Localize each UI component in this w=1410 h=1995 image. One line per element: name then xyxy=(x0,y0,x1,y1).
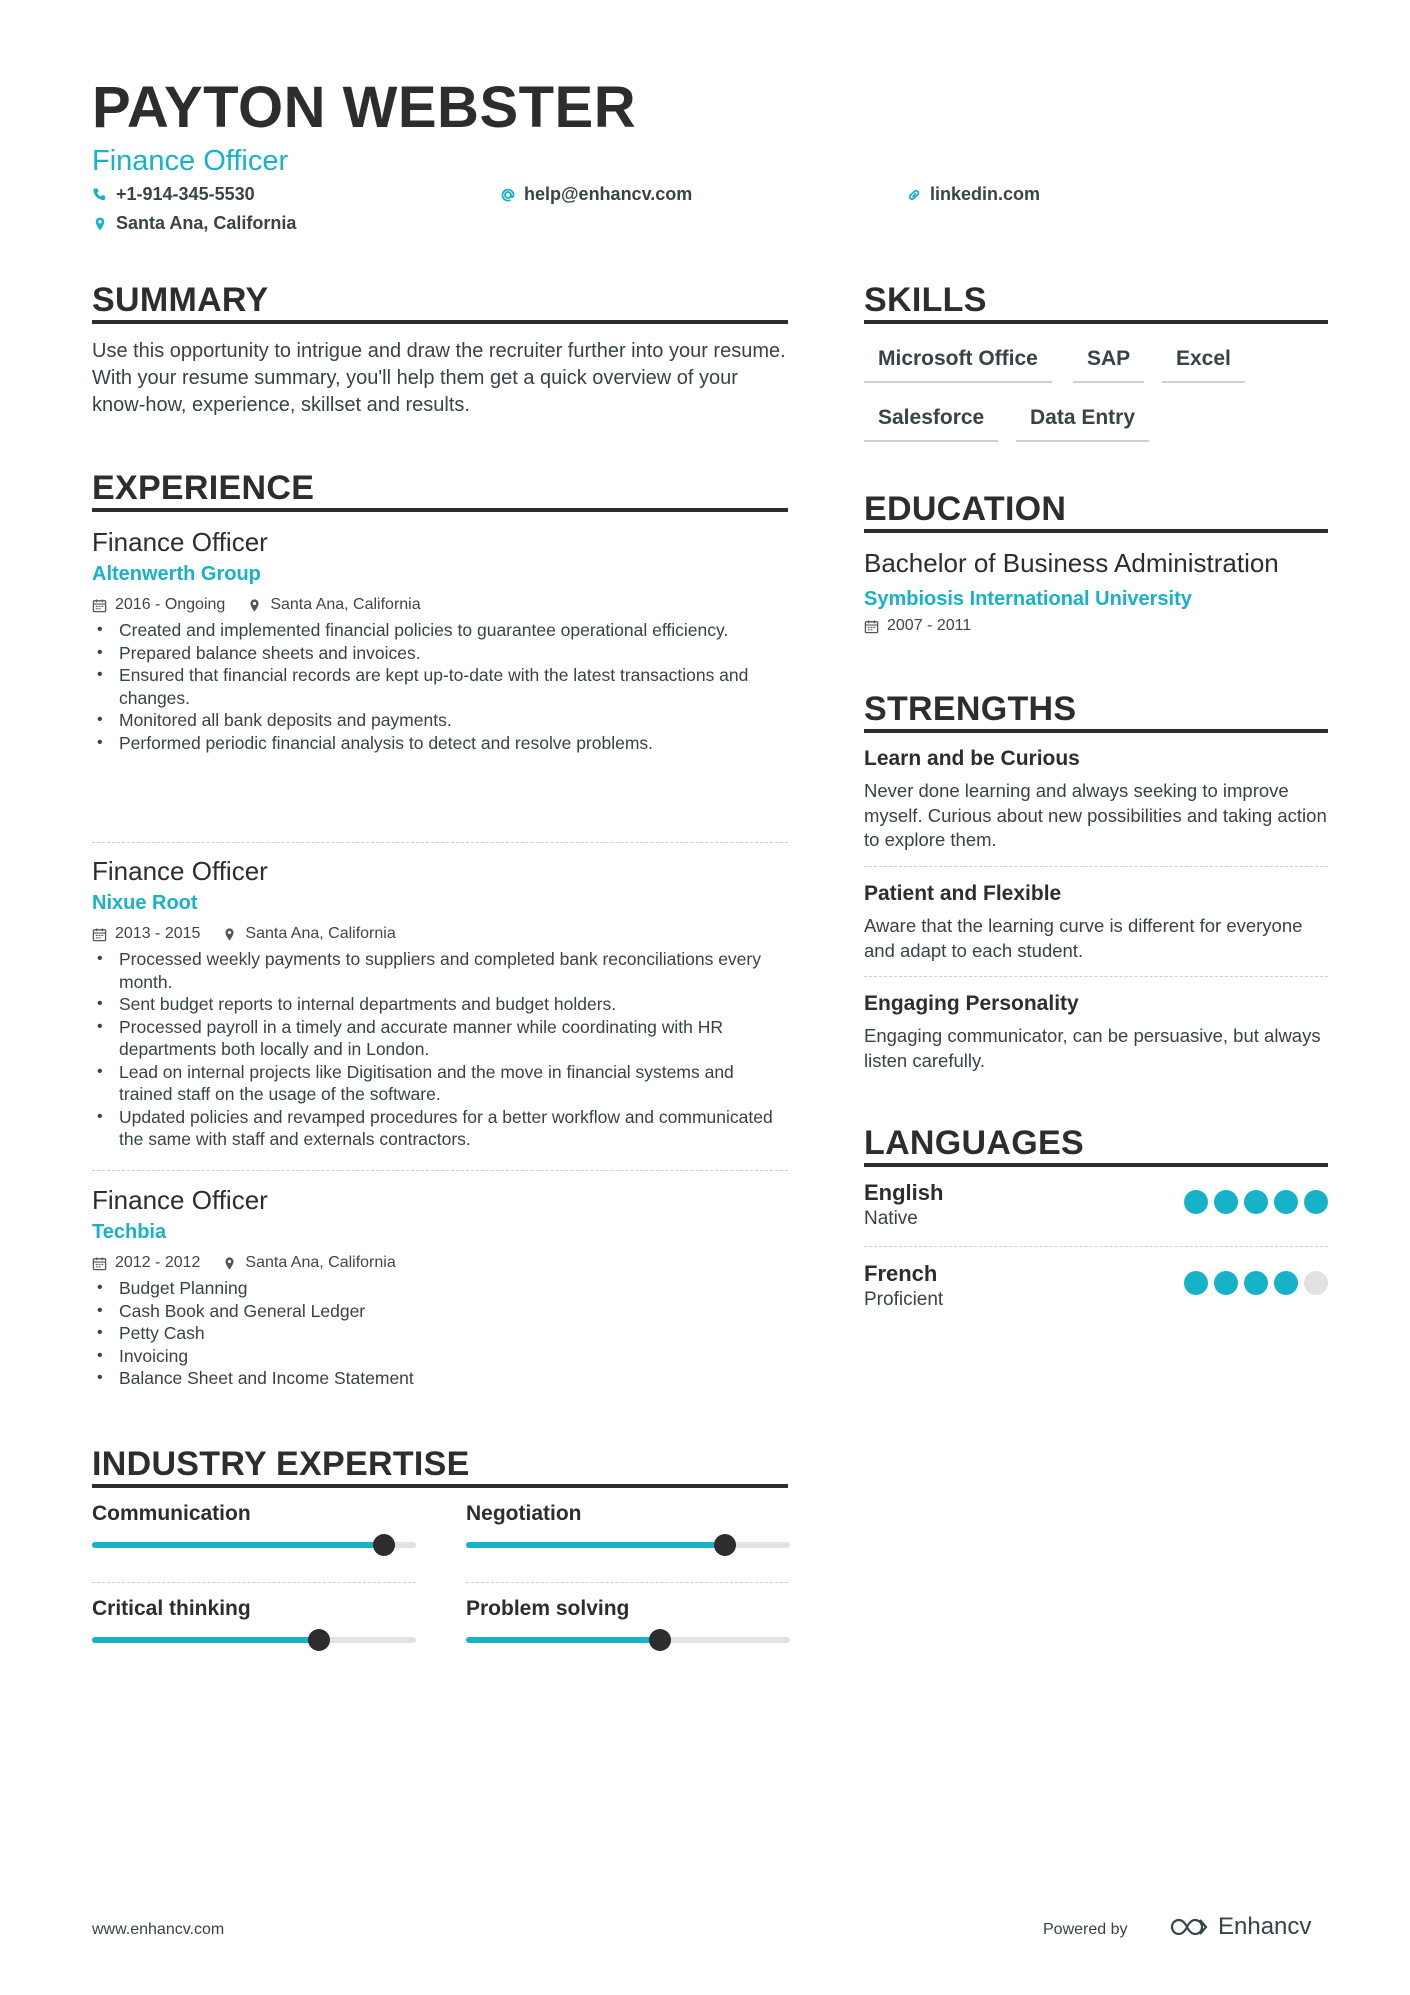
job-title: Finance Officer xyxy=(92,856,268,886)
language-divider xyxy=(864,1246,1328,1247)
expertise-divider xyxy=(466,1582,788,1583)
expertise-label: Problem solving xyxy=(466,1597,630,1620)
calendar-icon xyxy=(92,598,107,613)
language-level: Proficient xyxy=(864,1289,944,1310)
rating-dot-filled xyxy=(1184,1190,1208,1214)
footer-powered-by: Powered by xyxy=(1043,1921,1128,1938)
contact-linkedin[interactable] xyxy=(906,184,1040,205)
rating-dot-filled xyxy=(1274,1190,1298,1214)
language-item xyxy=(864,1261,1328,1311)
summary-heading: SUMMARY xyxy=(92,281,269,319)
rating-dot-filled xyxy=(1214,1271,1238,1295)
candidate-name: PAYTON WEBSTER xyxy=(92,75,637,140)
skills-heading: SKILLS xyxy=(864,281,987,319)
contact-location xyxy=(92,213,296,234)
rating-dot-filled xyxy=(1274,1271,1298,1295)
expertise-bar-fill xyxy=(92,1637,319,1643)
rating-dot-filled xyxy=(1214,1190,1238,1214)
list-item: • Balance Sheet and Income Statement xyxy=(92,1367,788,1390)
job-dates xyxy=(92,596,225,614)
email-text: help@enhancv.com xyxy=(524,184,693,204)
list-item: • Lead on internal projects like Digitisation and the move in financial systems and trained staff on the usage of the software. xyxy=(92,1061,788,1106)
list-item: • Processed payroll in a timely and accurate manner while coordinating with HR departments both locally and in London. xyxy=(92,1016,788,1061)
list-item: • Monitored all bank deposits and payments. xyxy=(92,709,788,732)
strengths-rule xyxy=(864,729,1328,733)
language-name: French xyxy=(864,1261,938,1286)
expertise-label: Negotiation xyxy=(466,1502,582,1525)
job-dates-text: 2013 - 2015 xyxy=(115,925,201,942)
list-item: • Updated policies and revamped procedures for a better workflow and communicated the same with staff and externals contractors. xyxy=(92,1106,788,1151)
rating-dot-filled xyxy=(1184,1271,1208,1295)
list-item: • Invoicing xyxy=(92,1345,788,1368)
phone-icon xyxy=(92,187,108,203)
location-text: Santa Ana, California xyxy=(116,213,297,233)
education-school[interactable]: Symbiosis International University xyxy=(864,588,1192,610)
calendar-icon xyxy=(864,619,879,634)
job-meta xyxy=(92,593,788,617)
skill-tag: Microsoft Office xyxy=(864,339,1052,383)
expertise-bar-knob xyxy=(373,1534,395,1556)
job-location-text: Santa Ana, California xyxy=(245,925,396,942)
job-meta xyxy=(92,1251,788,1275)
strength-item xyxy=(864,992,1328,1073)
strength-text: Engaging communicator, can be persuasive, but always listen carefully. xyxy=(864,1025,1321,1071)
education-dates-text: 2007 - 2011 xyxy=(887,617,972,634)
list-item: • Prepared balance sheets and invoices. xyxy=(92,642,788,665)
education-degree: Bachelor of Business Administration xyxy=(864,548,1279,578)
expertise-item xyxy=(466,1502,790,1548)
job-divider xyxy=(92,842,788,843)
job-title: Finance Officer xyxy=(92,1185,268,1215)
strength-item xyxy=(864,882,1328,963)
calendar-icon xyxy=(92,927,107,942)
footer-website[interactable]: www.enhancv.com xyxy=(92,1921,225,1938)
job-location xyxy=(247,596,420,614)
experience-heading: EXPERIENCE xyxy=(92,469,315,507)
education-rule xyxy=(864,529,1328,533)
education-dates xyxy=(864,617,971,635)
list-item: • Ensured that financial records are kept up-to-date with the latest transactions and changes. xyxy=(92,664,788,709)
list-item: • Performed periodic financial analysis to detect and resolve problems. xyxy=(92,732,788,755)
contact-phone[interactable] xyxy=(92,184,255,205)
job-bullets xyxy=(92,948,788,1151)
expertise-bar-knob xyxy=(714,1534,736,1556)
expertise-item xyxy=(466,1597,790,1643)
location-pin-icon xyxy=(222,1256,237,1271)
strength-divider xyxy=(864,976,1328,977)
list-item: • Budget Planning xyxy=(92,1277,788,1300)
rating-dot-filled xyxy=(1244,1271,1268,1295)
job-bullets xyxy=(92,619,788,754)
expertise-label: Critical thinking xyxy=(92,1597,251,1620)
job-location-text: Santa Ana, California xyxy=(245,1254,396,1271)
job-entry xyxy=(92,1185,788,1390)
strengths-heading: STRENGTHS xyxy=(864,690,1077,728)
languages-rule xyxy=(864,1163,1328,1167)
job-dates xyxy=(92,1254,200,1272)
strength-title: Learn and be Curious xyxy=(864,747,1080,770)
at-icon xyxy=(500,187,516,203)
language-level: Native xyxy=(864,1208,918,1229)
candidate-title: Finance Officer xyxy=(92,145,289,177)
expertise-bar-fill xyxy=(466,1542,725,1548)
language-rating xyxy=(1184,1190,1328,1214)
skill-tag: Data Entry xyxy=(1016,398,1149,442)
rating-dot-filled xyxy=(1244,1190,1268,1214)
list-item: • Processed weekly payments to suppliers and completed bank reconciliations every month. xyxy=(92,948,788,993)
contact-email[interactable] xyxy=(500,184,692,205)
skill-tag: SAP xyxy=(1073,339,1144,383)
job-entry xyxy=(92,856,788,1151)
expertise-bar xyxy=(466,1637,790,1643)
job-divider xyxy=(92,1170,788,1171)
job-dates-text: 2016 - Ongoing xyxy=(115,596,226,613)
location-pin-icon xyxy=(222,927,237,942)
strength-item xyxy=(864,747,1328,853)
skills-rule xyxy=(864,320,1328,324)
expertise-bar-knob xyxy=(649,1629,671,1651)
job-location xyxy=(222,925,395,943)
industry-expertise-heading: INDUSTRY EXPERTISE xyxy=(92,1445,470,1483)
strength-title: Patient and Flexible xyxy=(864,882,1062,905)
strength-title: Engaging Personality xyxy=(864,992,1079,1015)
strength-divider xyxy=(864,866,1328,867)
expertise-bar-fill xyxy=(466,1637,660,1643)
skill-tag: Excel xyxy=(1162,339,1245,383)
job-location xyxy=(222,1254,395,1272)
job-dates xyxy=(92,925,200,943)
enhancv-logo-icon xyxy=(1162,1915,1210,1939)
expertise-divider xyxy=(92,1582,416,1583)
language-name: English xyxy=(864,1180,944,1205)
strength-text: Aware that the learning curve is different for everyone and adapt to each student. xyxy=(864,915,1303,961)
job-company[interactable]: Altenwerth Group xyxy=(92,563,261,585)
rating-dot-empty xyxy=(1304,1271,1328,1295)
location-pin-icon xyxy=(92,216,108,232)
education-heading: EDUCATION xyxy=(864,490,1067,528)
job-title: Finance Officer xyxy=(92,527,268,557)
skill-tag: Salesforce xyxy=(864,398,998,442)
expertise-bar-fill xyxy=(92,1542,384,1548)
linkedin-text: linkedin.com xyxy=(930,184,1041,204)
expertise-bar xyxy=(92,1542,416,1548)
rating-dot-filled xyxy=(1304,1190,1328,1214)
job-company[interactable]: Techbia xyxy=(92,1221,167,1243)
expertise-item xyxy=(92,1502,416,1548)
summary-rule xyxy=(92,320,788,324)
phone-text: +1-914-345-5530 xyxy=(116,184,255,204)
languages-heading: LANGUAGES xyxy=(864,1124,1084,1162)
job-location-text: Santa Ana, California xyxy=(270,596,421,613)
language-rating xyxy=(1184,1271,1328,1295)
footer-brand-text: Enhancv xyxy=(1218,1913,1312,1940)
expertise-bar xyxy=(92,1637,416,1643)
industry-expertise-rule xyxy=(92,1484,788,1488)
list-item: • Sent budget reports to internal departments and budget holders. xyxy=(92,993,788,1016)
strength-text: Never done learning and always seeking to improve myself. Curious about new possibilities and taking action to explore them. xyxy=(864,780,1327,850)
list-item: • Cash Book and General Ledger xyxy=(92,1300,788,1323)
expertise-item xyxy=(92,1597,416,1643)
footer-brand-logo[interactable] xyxy=(1162,1913,1311,1941)
list-item: • Petty Cash xyxy=(92,1322,788,1345)
expertise-bar-knob xyxy=(308,1629,330,1651)
expertise-bar xyxy=(466,1542,790,1548)
job-dates-text: 2012 - 2012 xyxy=(115,1254,201,1271)
job-meta xyxy=(92,922,788,946)
link-icon xyxy=(906,187,922,203)
calendar-icon xyxy=(92,1256,107,1271)
job-entry xyxy=(92,527,788,754)
job-bullets xyxy=(92,1277,788,1390)
expertise-label: Communication xyxy=(92,1502,251,1525)
experience-rule xyxy=(92,508,788,512)
job-company[interactable]: Nixue Root xyxy=(92,892,198,914)
summary-text: Use this opportunity to intrigue and draw the recruiter further into your resume. With your resume summary, you'll help them get a quick overview of your know-how, experience, skillset and results. xyxy=(92,340,786,416)
language-item xyxy=(864,1180,1328,1230)
location-pin-icon xyxy=(247,598,262,613)
list-item: • Created and implemented financial policies to guarantee operational efficiency. xyxy=(92,619,788,642)
